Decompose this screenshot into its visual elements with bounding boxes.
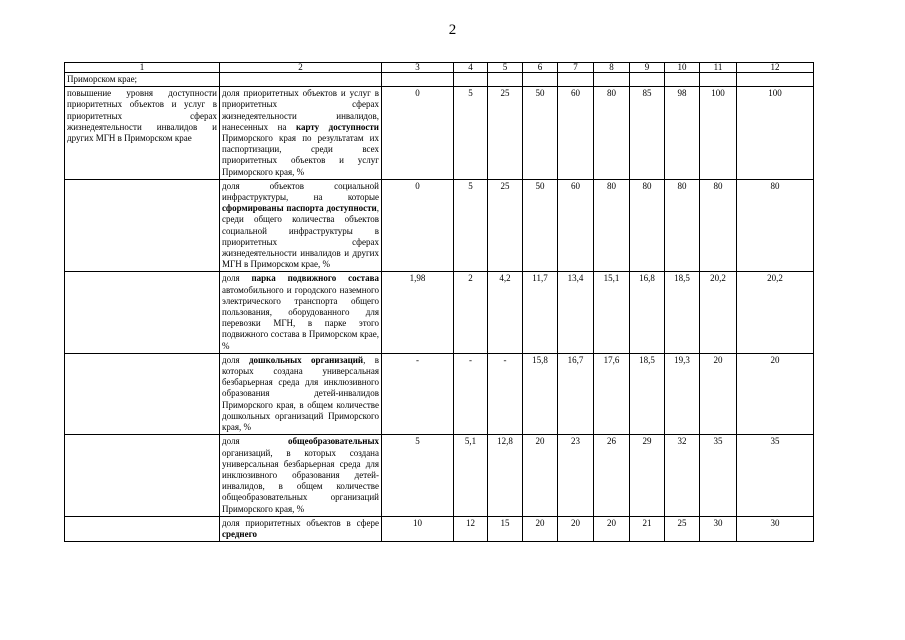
indicator-text: доля [222, 354, 249, 365]
value-cell: 1,98 [382, 272, 454, 353]
value-cell: 15,1 [594, 272, 630, 353]
indicator-description [220, 87, 382, 180]
indicators-table [64, 62, 814, 542]
column-header: 3 [382, 63, 454, 73]
value-cell: 60 [558, 179, 594, 272]
value-cell: 20 [558, 516, 594, 541]
value-cell: 20 [737, 353, 814, 434]
value-cell: 85 [630, 87, 665, 180]
value-cell: 20 [523, 435, 558, 516]
value-cell: 15 [488, 516, 523, 541]
indicator-text: , в которых создана универсальная безбарьерная среда для инклюзивного образования детей-инвалидов Приморского края, в общем количестве дошкольных организаций Приморского края, % [222, 354, 380, 433]
page-number: 2 [448, 22, 457, 38]
value-cell: 23 [558, 435, 594, 516]
value-cell: 18,5 [630, 353, 665, 434]
value-cell: 25 [665, 516, 700, 541]
value-cell: 2 [454, 272, 488, 353]
value-cell: 19,3 [665, 353, 700, 434]
value-cell: 25 [488, 179, 523, 272]
column-header: 9 [630, 63, 665, 73]
value-cell: 5,1 [454, 435, 488, 516]
value-cell: 25 [488, 87, 523, 180]
value-cell: 12,8 [488, 435, 523, 516]
value-cell: 20 [523, 516, 558, 541]
column-header: 11 [700, 63, 737, 73]
goal-cell [65, 272, 220, 353]
value-cell: 50 [523, 87, 558, 180]
value-cell: 5 [454, 179, 488, 272]
value-cell: 20,2 [700, 272, 737, 353]
column-header: 4 [454, 63, 488, 73]
indicator-description [220, 179, 382, 272]
value-cell: 5 [382, 435, 454, 516]
value-cell: 15,8 [523, 353, 558, 434]
goal-cell [65, 353, 220, 434]
indicator-text: , среди общего количества объектов социальной инфраструктуры в приоритетных сферах жизнедеятельности инвалидов и других МГН в Приморском крае, % [222, 203, 379, 270]
indicator-row [65, 516, 814, 541]
indicator-row [65, 353, 814, 434]
value-cell: 35 [700, 435, 737, 516]
column-header: 7 [558, 63, 594, 73]
value-cell: - [454, 353, 488, 434]
value-cell: 16,8 [630, 272, 665, 353]
value-cell: 10 [382, 516, 454, 541]
indicator-key-term: общеобразовательных [287, 436, 379, 447]
value-cell: 60 [558, 87, 594, 180]
value-cell: 50 [523, 179, 558, 272]
value-cell: 20,2 [737, 272, 814, 353]
indicator-text: Приморского края по результатам их паспортизации, среди всех приоритетных объектов и услуг Приморского края, % [222, 133, 379, 177]
goal-cell [65, 435, 220, 516]
indicator-text: доля приоритетных объектов и услуг в приоритетных сферах жизнедеятельности инвалидов, нанесенных на [222, 88, 379, 132]
value-cell: 20 [594, 516, 630, 541]
column-header: 1 [65, 63, 220, 73]
value-cell: - [382, 353, 454, 434]
column-header: 6 [523, 63, 558, 73]
indicator-row [65, 272, 814, 353]
value-cell: 17,6 [594, 353, 630, 434]
column-header: 10 [665, 63, 700, 73]
value-cell: 100 [737, 87, 814, 180]
value-cell: 30 [700, 516, 737, 541]
indicator-description [220, 272, 382, 353]
indicator-row [65, 87, 814, 180]
goal-cell [65, 179, 220, 272]
value-cell: 30 [737, 516, 814, 541]
value-cell: 80 [737, 179, 814, 272]
region-row [65, 73, 814, 87]
value-cell: 18,5 [665, 272, 700, 353]
value-cell: 0 [382, 87, 454, 180]
indicator-text: доля объектов социальной инфраструктуры, на которые [222, 180, 379, 203]
indicator-key-term: парка подвижного состава [251, 273, 379, 284]
value-cell: 16,7 [558, 353, 594, 434]
indicator-row [65, 179, 814, 272]
value-cell: 80 [594, 87, 630, 180]
indicator-key-term: сформированы паспорта доступности [222, 203, 377, 214]
indicator-text: доля приоритетных объектов в сфере [222, 517, 379, 528]
column-header: 5 [488, 63, 523, 73]
indicator-key-term: среднего [222, 528, 257, 539]
value-cell: 29 [630, 435, 665, 516]
value-cell: 5 [454, 87, 488, 180]
value-cell: 20 [700, 353, 737, 434]
value-cell: 80 [594, 179, 630, 272]
indicator-description [220, 435, 382, 516]
value-cell: 13,4 [558, 272, 594, 353]
column-header: 12 [737, 63, 814, 73]
column-header: 2 [220, 63, 382, 73]
indicator-key-term: карту доступности [295, 121, 379, 132]
value-cell: 32 [665, 435, 700, 516]
value-cell: 21 [630, 516, 665, 541]
indicator-text: доля [222, 436, 288, 447]
value-cell: 12 [454, 516, 488, 541]
value-cell: 4,2 [488, 272, 523, 353]
indicator-row [65, 435, 814, 516]
indicator-key-term: дошкольных организаций [248, 354, 364, 365]
header-row [65, 63, 814, 73]
indicator-text: автомобильного и городского наземного электрического транспорта общего пользования, оборудованного для перевозки МГН, в парке этого подвижного состава в Приморском крае, % [222, 284, 379, 351]
goal-cell [65, 516, 220, 541]
column-header: 8 [594, 63, 630, 73]
goal-cell: повышение уровня доступности приоритетных объектов и услуг в приоритетных сферах жизнедеятельности инвалидов и других МГН в Приморском крае [65, 87, 220, 180]
value-cell: 80 [665, 179, 700, 272]
indicator-description [220, 353, 382, 434]
indicator-text: организаций, в которых создана универсальная безбарьерная среда для инклюзивного образования детей-инвалидов, в общем количестве общеобразовательных организаций Приморского края, % [222, 447, 379, 514]
value-cell: 0 [382, 179, 454, 272]
value-cell: 98 [665, 87, 700, 180]
value-cell: 80 [700, 179, 737, 272]
indicator-description [220, 516, 382, 541]
value-cell: 11,7 [523, 272, 558, 353]
region-cell: Приморском крае; [65, 73, 220, 87]
value-cell: 35 [737, 435, 814, 516]
value-cell: - [488, 353, 523, 434]
value-cell: 80 [630, 179, 665, 272]
value-cell: 100 [700, 87, 737, 180]
indicator-text: доля [222, 273, 252, 284]
value-cell: 26 [594, 435, 630, 516]
